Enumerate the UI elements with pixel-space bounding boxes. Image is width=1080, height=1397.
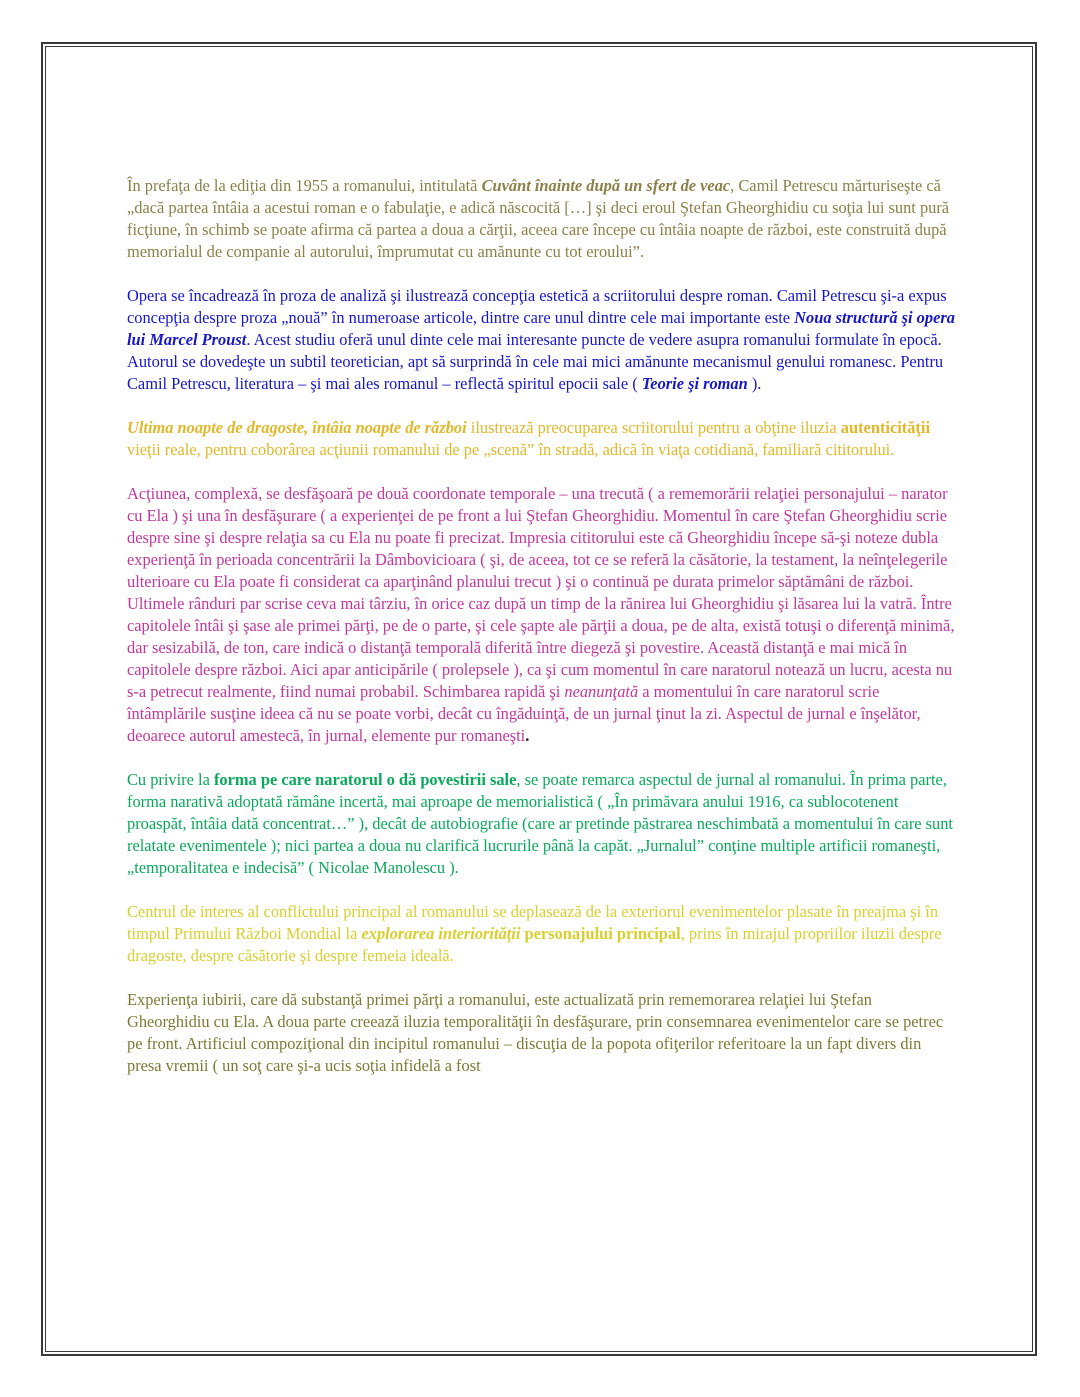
- text-span: . Acest studiu oferă unul dinte cele mai interesante puncte de vedere asupra romanului formulate în epocă. Autorul se dovedeşte un subtil teoretician, apt să surprindă în cele mai mici amănunte mecanismul genului romanesc. Pentru Camil Petrescu, literatura – şi mai ales romanul – reflectă spiritul epocii sale (: [127, 330, 944, 393]
- document-body: [127, 175, 957, 1099]
- emphasis-bold: forma pe care naratorul o dă povestirii sale: [213, 770, 517, 789]
- text-span: Cu privire la: [127, 770, 214, 789]
- text-span: , Camil Petrescu mărturiseşte că „dacă partea întâia a acestui roman e o fabulaţie, e adică născocită […] şi deci eroul Ştefan Gheorghidiu cu soţia lui sunt pură ficţiune, în schimb se poate afirma că partea a doua a cărţii, aceea care începe cu întâia noapte de război, este construită după memorialul de companie al autorului, împrumutat cu amănunte cu tot eroului”.: [127, 176, 950, 261]
- emphasis-title: Cuvânt înainte după un sfert de veac: [481, 176, 731, 195]
- paragraph-narrative-form: [127, 769, 957, 879]
- text-span: Acţiunea, complexă, se desfăşoară pe două coordonate temporale – una trecută ( a rememorării relaţiei personajului – narator cu Ela ) şi una în desfăşurare ( a experienţei de pe front a lui Ştefan Gheorghidiu. Momentul în care Ştefan Gheorghidiu scrie despre sine şi despre relaţia sa cu Ela nu poate fi precizat. Impresia cititorului este că Gheorghidiu începe să-şi noteze dubla experienţă în perioada concentrării la Dâmbovicioara ( şi, de aceea, tot ce se referă la căsătorie, la testament, la neînţelegerile ulterioare cu Ela poate fi considerat ca aparţinând planului trecut ) şi o continuă pe durata primelor săptămâni de război. Ultimele rânduri par scrise ceva mai târziu, în orice caz după un timp de la rănirea lui Gheorghidiu şi lăsarea lui la vatră. Între capitolele întâi şi şase ale primei părţi, pe de o parte, şi cele şapte ale părţii a doua, pe de alta, există totuşi o diferenţă minimă, dar sesizabilă, de ton, care indică o distanţă temporală diferită între diegeză şi povestire. Această distanţă e mai mică în capitolele despre război. Aici apar anticipările ( prolepsele ), ca şi cum momentul în care naratorul notează un lucru, acesta nu s-a petrecut realmente, fiind numai probabil. Schimbarea rapidă şi: [127, 484, 955, 701]
- emphasis-italic: neanunţată: [564, 682, 639, 701]
- paragraph-conflict: [127, 901, 957, 967]
- emphasis-bold: autenticităţii: [840, 418, 931, 437]
- text-span: Experienţa iubirii, care dă substanţă primei părţi a romanului, este actualizată prin rememorarea relaţiei lui Ştefan Gheorghidiu cu Ela. A doua parte creează iluzia temporalităţii în desfăşurare, prin consemnarea evenimentelor care se petrec pe front. Artificiul compoziţional din incipitul romanului – discuţia de la popota ofiţerilor referitoare la un fapt divers din presa vremii ( un soţ care şi-a ucis soţia infidelă a fost: [127, 990, 944, 1075]
- text-span: a momentului în care naratorul scrie întâmplările susţine ideea că nu se poate vorbi, decât cu îngăduinţă, de un jurnal ţinut la zi. Aspectul de jurnal e înşelător, deoarece autorul amestecă, în jurnal, elemente pur romaneşti: [127, 682, 921, 745]
- emphasis-bold: personajului principal: [520, 924, 681, 943]
- text-span: ilustrează preocuparea scriitorului pentru a obţine iluzia: [466, 418, 841, 437]
- emphasis-title: Noua structură şi opera lui Marcel Proust: [127, 308, 955, 349]
- paragraph-action: [127, 483, 957, 747]
- emphasis-bold: .: [525, 726, 530, 745]
- text-span: , se poate remarca aspectul de jurnal al romanului. În prima parte, forma narativă adoptată rămâne incertă, mai aproape de memorialistică ( „În primăvara anului 1916, ca sublocotenent proaspăt, întâia dată concentrat…” ), decât de autobiografie (care ar pretinde păstrarea neschimbată a momentului în care sunt relatate evenimentele ); nici partea a doua nu clarifică lucrurile până la capăt. „Jurnalul” conţine multiple artificii romaneşti, „temporalitatea e indecisă” ( Nicolae Manolescu ).: [127, 770, 953, 877]
- paragraph-analysis-prose: [127, 285, 957, 395]
- emphasis-title: explorarea interiorităţii: [361, 924, 521, 943]
- text-span: vieţii reale, pentru coborârea acţiunii romanului de pe „scenă” în stradă, adică în viaţa cotidiană, familiară cititorului.: [127, 440, 895, 459]
- text-span: Centrul de interes al conflictului principal al romanului se deplasează de la exteriorul evenimentelor plasate în preajma şi în timpul Primului Război Mondial la: [127, 902, 939, 943]
- emphasis-title: Teorie şi roman: [641, 374, 748, 393]
- text-span: În prefaţa de la ediţia din 1955 a romanului, intitulată: [127, 176, 482, 195]
- paragraph-preface: [127, 175, 957, 263]
- paragraph-authenticity: [127, 417, 957, 461]
- paragraph-love-experience: [127, 989, 957, 1077]
- emphasis-title: Ultima noapte de dragoste, întâia noapte de război: [127, 418, 467, 437]
- text-span: ).: [747, 374, 762, 393]
- text-span: Opera se încadrează în proza de analiză şi ilustrează concepţia estetică a scriitorului despre roman. Camil Petrescu şi-a expus concepţia despre proza „nouă” în numeroase articole, dintre care unul dintre cele mai importante este: [127, 286, 947, 327]
- text-span: , prins în mirajul propriilor iluzii despre dragoste, despre căsătorie şi despre femeia ideală.: [127, 924, 942, 965]
